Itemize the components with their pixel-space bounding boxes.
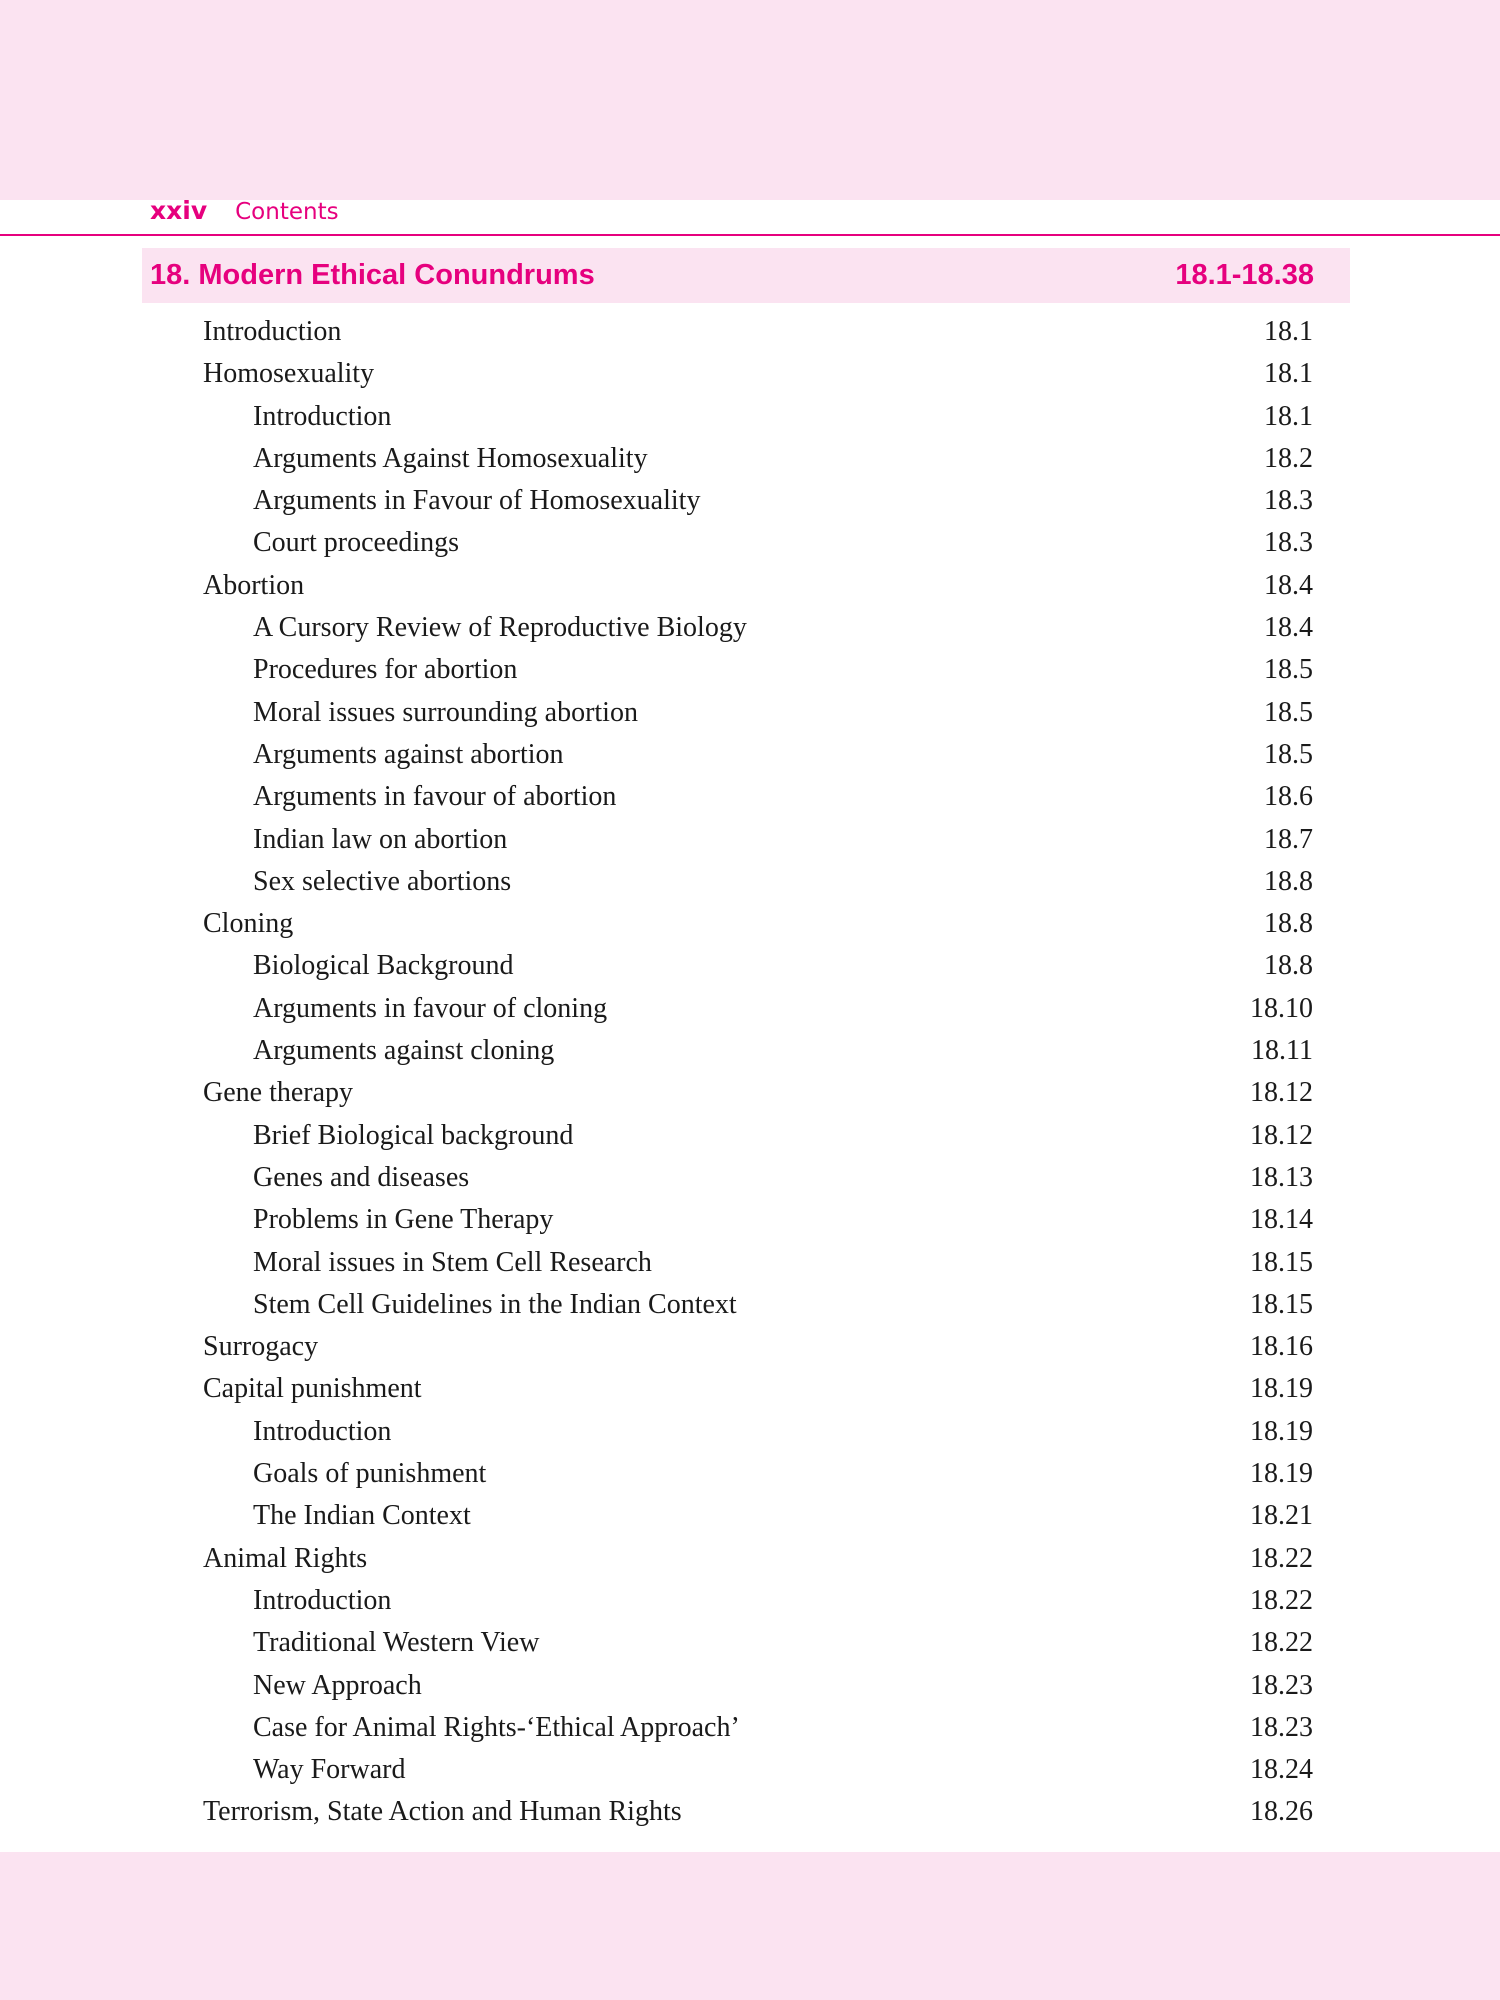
toc-entry-page: 18.19 (1250, 1415, 1313, 1447)
toc-entry-title: Arguments Against Homosexuality (253, 442, 648, 474)
toc-entry (0, 1368, 1500, 1410)
toc-entry (0, 565, 1500, 607)
toc-entry-page: 18.1 (1264, 400, 1313, 432)
toc-entry-title: Arguments against cloning (253, 1035, 555, 1067)
toc-entry-page: 18.4 (1264, 612, 1313, 644)
toc-entry-page: 18.19 (1250, 1458, 1313, 1490)
toc-entry (0, 1284, 1500, 1326)
toc-entry-title: Stem Cell Guidelines in the Indian Context (253, 1288, 737, 1320)
toc-entry-title: Biological Background (253, 950, 514, 982)
toc-entry-page: 18.8 (1264, 865, 1313, 897)
toc-entry (0, 861, 1500, 903)
running-header-section: Contents (235, 199, 339, 225)
toc-entry (0, 1580, 1500, 1622)
toc-entry-title: Introduction (253, 400, 392, 432)
toc-entry (0, 776, 1500, 818)
toc-entry-page: 18.10 (1250, 992, 1313, 1024)
toc-entry-page: 18.5 (1264, 654, 1313, 686)
toc-entry-title: Cloning (203, 908, 294, 940)
toc-entry (0, 649, 1500, 691)
toc-entry (0, 1157, 1500, 1199)
toc-entry-page: 18.22 (1250, 1584, 1313, 1616)
toc-entry (0, 1495, 1500, 1537)
toc-entry-title: Introduction (203, 316, 342, 347)
toc-entry (0, 1242, 1500, 1284)
toc-entry-page: 18.1 (1264, 316, 1313, 347)
toc-entry-page: 18.3 (1264, 527, 1313, 559)
toc-entry-title: Traditional Western View (253, 1627, 540, 1659)
page-number: xxiv (150, 196, 208, 225)
toc-entry (0, 1326, 1500, 1368)
toc-entry (0, 945, 1500, 987)
toc-entry-page: 18.13 (1250, 1161, 1313, 1193)
chapter-page-range: 18.1-18.38 (1175, 259, 1314, 291)
toc-entry (0, 1665, 1500, 1707)
header-rule (0, 234, 1500, 236)
toc-entry-title: Moral issues in Stem Cell Research (253, 1246, 652, 1278)
toc-entry-title: Animal Rights (203, 1542, 368, 1574)
toc-entry-title: Case for Animal Rights-‘Ethical Approach’ (253, 1711, 740, 1743)
toc-entry-page: 18.8 (1264, 950, 1313, 982)
toc-entry (0, 1115, 1500, 1157)
toc-entry (0, 1199, 1500, 1241)
toc-entry (0, 1072, 1500, 1114)
toc-entry-title: Terrorism, State Action and Human Rights (203, 1796, 682, 1828)
toc-entry-page: 18.15 (1250, 1246, 1313, 1278)
toc-entry-page: 18.1 (1264, 358, 1313, 390)
toc-entry-page: 18.16 (1250, 1331, 1313, 1363)
toc-entry-title: Introduction (253, 1415, 392, 1447)
toc-entry-title: A Cursory Review of Reproductive Biology (253, 612, 747, 644)
toc-entry (0, 1622, 1500, 1664)
toc-entry-title: Brief Biological background (253, 1119, 574, 1151)
toc-entry-title: Arguments in favour of cloning (253, 992, 608, 1024)
toc-entry (0, 1749, 1500, 1791)
toc-entry (0, 353, 1500, 395)
toc-entry-page: 18.4 (1264, 569, 1313, 601)
toc-entry (0, 607, 1500, 649)
toc-entry (0, 1411, 1500, 1453)
toc-entry-page: 18.3 (1264, 485, 1313, 517)
bottom-margin-band (0, 1852, 1500, 2000)
toc-entry-title: Arguments in favour of abortion (253, 781, 617, 813)
toc-entry (0, 903, 1500, 945)
toc-entry (0, 1538, 1500, 1580)
toc-entry-page: 18.5 (1264, 738, 1313, 770)
toc-entry (0, 1453, 1500, 1495)
toc-entry-title: Court proceedings (253, 527, 460, 559)
toc-entry-title: Homosexuality (203, 358, 375, 390)
toc-list (0, 311, 1500, 1834)
toc-entry-title: Goals of punishment (253, 1458, 487, 1490)
toc-entry-title: Capital punishment (203, 1373, 422, 1405)
toc-entry-page: 18.7 (1264, 823, 1313, 855)
toc-entry-page: 18.24 (1250, 1754, 1313, 1786)
toc-entry-title: Genes and diseases (253, 1161, 470, 1193)
toc-entry (0, 522, 1500, 564)
toc-entry-page: 18.12 (1250, 1119, 1313, 1151)
toc-entry (0, 311, 1500, 353)
chapter-title: 18. Modern Ethical Conundrums (150, 259, 595, 291)
toc-entry-title: Procedures for abortion (253, 654, 518, 686)
toc-entry-title: Moral issues surrounding abortion (253, 696, 638, 728)
toc-entry-title: Indian law on abortion (253, 823, 508, 855)
toc-entry-title: Gene therapy (203, 1077, 354, 1109)
toc-entry (0, 692, 1500, 734)
toc-entry-title: Surrogacy (203, 1331, 319, 1363)
toc-entry-page: 18.5 (1264, 696, 1313, 728)
toc-entry (0, 734, 1500, 776)
toc-entry-page: 18.12 (1250, 1077, 1313, 1109)
toc-entry (0, 819, 1500, 861)
toc-entry-page: 18.8 (1264, 908, 1313, 940)
toc-entry-title: New Approach (253, 1669, 422, 1701)
toc-entry (0, 1030, 1500, 1072)
toc-entry-page: 18.26 (1250, 1796, 1313, 1828)
toc-entry-title: Abortion (203, 569, 305, 601)
toc-entry-page: 18.23 (1250, 1711, 1313, 1743)
toc-entry-page: 18.11 (1251, 1035, 1313, 1067)
toc-entry-page: 18.22 (1250, 1627, 1313, 1659)
toc-entry-page: 18.14 (1250, 1204, 1313, 1236)
toc-entry-title: Way Forward (253, 1754, 406, 1786)
toc-entry-page: 18.23 (1250, 1669, 1313, 1701)
toc-entry-title: Introduction (253, 1584, 392, 1616)
toc-entry (0, 1707, 1500, 1749)
toc-entry (0, 438, 1500, 480)
top-margin-band (0, 0, 1500, 200)
toc-entry (0, 988, 1500, 1030)
toc-entry (0, 480, 1500, 522)
toc-entry-page: 18.15 (1250, 1288, 1313, 1320)
running-header (150, 196, 339, 230)
toc-entry (0, 396, 1500, 438)
toc-entry-title: Arguments in Favour of Homosexuality (253, 485, 701, 517)
toc-entry-page: 18.21 (1250, 1500, 1313, 1532)
toc-entry-page: 18.19 (1250, 1373, 1313, 1405)
toc-entry (0, 1791, 1500, 1833)
toc-entry-page: 18.22 (1250, 1542, 1313, 1574)
toc-entry-title: Arguments against abortion (253, 738, 564, 770)
toc-entry-title: Sex selective abortions (253, 865, 512, 897)
toc-entry-title: The Indian Context (253, 1500, 471, 1532)
toc-entry-page: 18.6 (1264, 781, 1313, 813)
toc-entry-title: Problems in Gene Therapy (253, 1204, 554, 1236)
toc-entry-page: 18.2 (1264, 442, 1313, 474)
